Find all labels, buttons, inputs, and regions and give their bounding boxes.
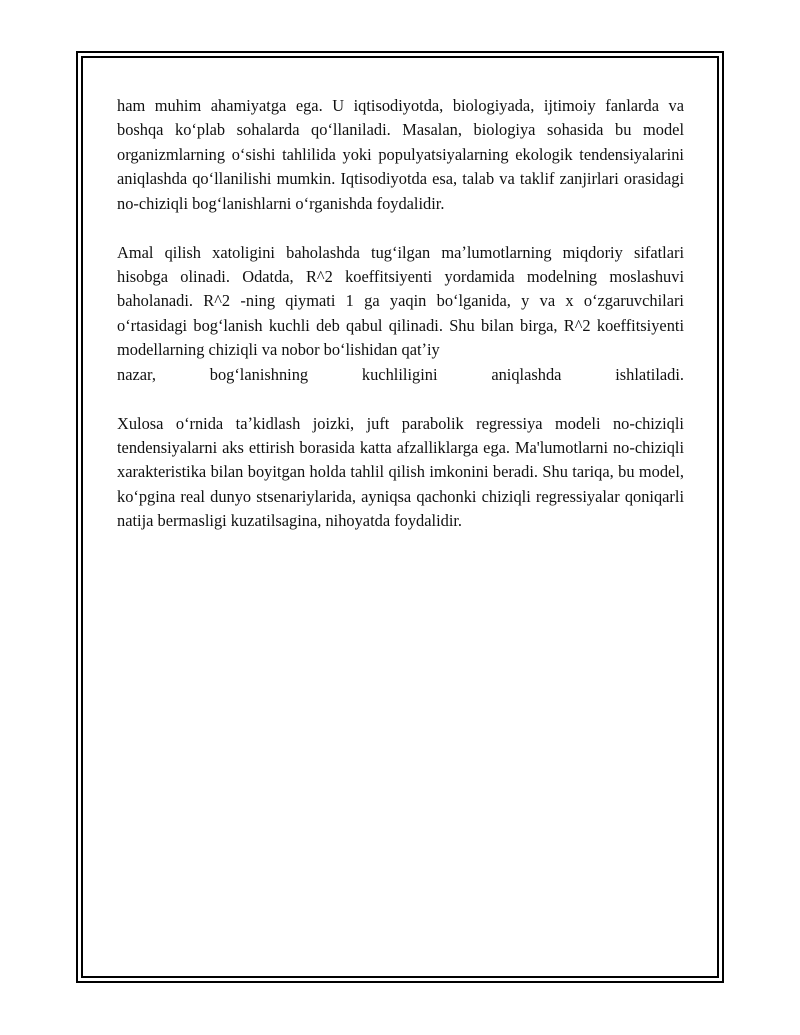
paragraph-2-last-line: nazar, bogʻlanishning kuchliligini aniqlashda ishlatiladi. xyxy=(117,364,684,384)
paragraph-3: Xulosa oʻrnida taʼkidlash joizki, juft parabolik regressiya modeli no-chiziqli tendensiyalarni aks ettirish borasida katta afzalliklarga ega. Ma'lumotlarni no-chiziqli xarakteristika bilan boyitgan holda tahlil qilish imkonini beradi. Shu tariqa, bu model, koʻpgina real dunyo stsenariylarida, ayniqsa qachonki chiziqli regressiyalar qoniqarli natija bermasligi kuzatilsagina, nihoyatda foydalidir. xyxy=(117,413,684,531)
document-body xyxy=(117,94,684,558)
paragraph-2-text: Amal qilish xatoligini baholashda tugʻilgan maʼlumotlarning miqdoriy sifatlari hisobga olinadi. Odatda, R^2 koeffitsiyenti yordamida modelning moslashuvi baholanadi. R^2 -ning qiymati 1 ga yaqin boʻlganida, y va x oʻzgaruvchilari oʻrtasidagi bogʻlanish kuchli deb qabul qilinadi. Shu bilan birga, R^2 koeffitsiyenti modellarning chiziqli va nobor boʻlishidan qatʼiy xyxy=(117,242,684,360)
paragraph-1: ham muhim ahamiyatga ega. U iqtisodiyotda, biologiyada, ijtimoiy fanlarda va boshqa koʻplab sohalarda qoʻllaniladi. Masalan, biologiya sohasida bu model organizmlarning oʻsishi tahlilida yoki populyatsiyalarning ekologik tendensiyalarini aniqlashda qoʻllanilishi mumkin. Iqtisodiyotda esa, talab va taklif zanjirlari orasidagi no-chiziqli bogʻlanishlarni oʻrganishda foydalidir. xyxy=(117,96,684,213)
paragraph-2 xyxy=(117,241,684,363)
